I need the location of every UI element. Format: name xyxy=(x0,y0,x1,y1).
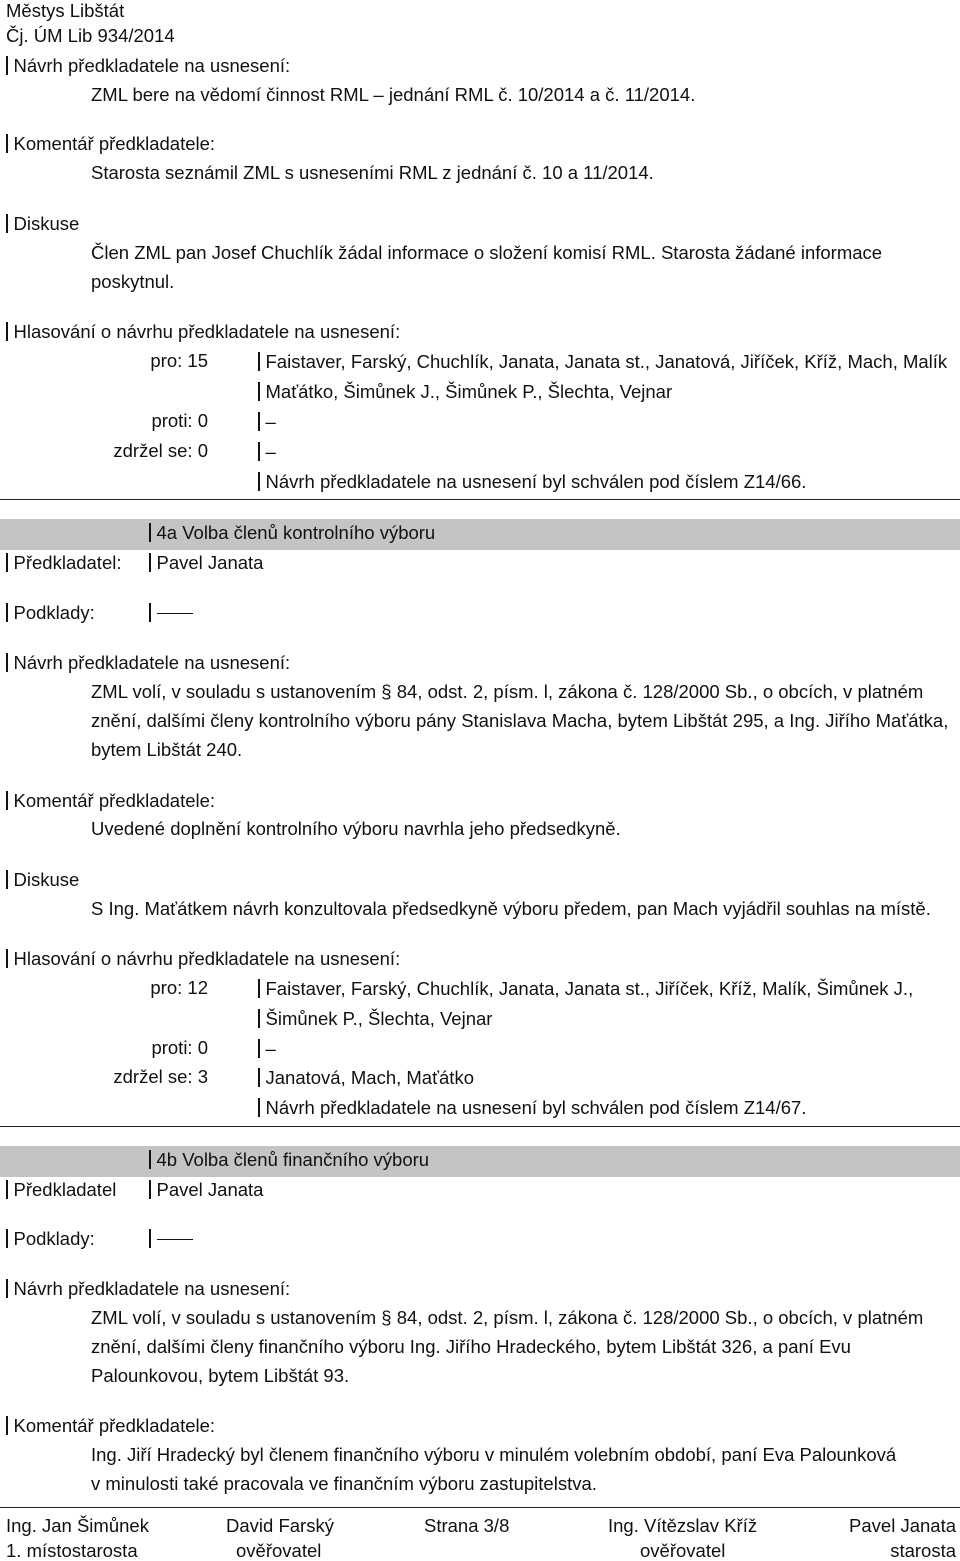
comment-text: Starosta seznámil ZML s usneseními RML z jednání č. 10 a 11/2014. xyxy=(91,162,654,183)
proposal-label: Návrh předkladatele na usnesení: xyxy=(6,56,290,76)
vote-against-value: – xyxy=(258,412,276,432)
comment-label: Komentář předkladatele: xyxy=(6,134,215,154)
municipality-name: Městys Libštát xyxy=(6,0,125,21)
section-divider xyxy=(0,499,960,500)
submitter-label: Předkladatel xyxy=(6,1180,116,1200)
proposal-line: bytem Libštát 240. xyxy=(91,739,243,760)
submitter-name: Pavel Janata xyxy=(149,553,263,573)
signatory-name: David Farský xyxy=(226,1515,334,1536)
vote-for-names: Faistaver, Farský, Chuchlík, Janata, Janata st., Janatová, Jiříček, Kříž, Mach, Malík xyxy=(258,352,947,372)
comment-label: Komentář předkladatele: xyxy=(6,791,215,811)
discussion-text: S Ing. Maťátkem návrh konzultovala předsedkyně výboru předem, pan Mach vyjádřil souhlas na místě. xyxy=(91,898,931,919)
documents-none xyxy=(149,603,193,623)
documents-label: Podklady: xyxy=(6,1229,95,1249)
vote-abstain-value: – xyxy=(258,442,276,462)
signatory-name: Ing. Jan Šimůnek xyxy=(6,1515,149,1536)
comment-text: Uvedené doplnění kontrolního výboru navrhla jeho předsedkyně. xyxy=(91,818,621,839)
comment-line: v minulosti také pracovala ve finančním výboru zastupitelstva. xyxy=(91,1473,597,1494)
vote-for-label: pro: 15 xyxy=(150,350,208,371)
comment-label: Komentář předkladatele: xyxy=(6,1416,215,1436)
vote-against-value: – xyxy=(258,1039,276,1059)
vote-abstain-value: Janatová, Mach, Maťátko xyxy=(258,1068,474,1088)
proposal-text: ZML bere na vědomí činnost RML – jednání RML č. 10/2014 a č. 11/2014. xyxy=(91,84,696,105)
signatory-role: ověřovatel xyxy=(236,1540,322,1561)
vote-label: Hlasování o návrhu předkladatele na usnesení: xyxy=(6,322,400,342)
signatory-role: starosta xyxy=(890,1540,956,1561)
agenda-item-band xyxy=(0,1146,960,1177)
vote-against-label: proti: 0 xyxy=(151,1037,208,1058)
footer-divider xyxy=(0,1507,960,1508)
vote-result: Návrh předkladatele na usnesení byl schválen pod číslem Z14/67. xyxy=(258,1098,806,1118)
submitter-name: Pavel Janata xyxy=(149,1180,263,1200)
agenda-item-title: 4b Volba členů finančního výboru xyxy=(149,1150,429,1170)
vote-result: Návrh předkladatele na usnesení byl schválen pod číslem Z14/66. xyxy=(258,472,806,492)
agenda-item-band xyxy=(0,519,960,550)
submitter-label: Předkladatel: xyxy=(6,553,121,573)
proposal-label: Návrh předkladatele na usnesení: xyxy=(6,653,290,673)
proposal-line: ZML volí, v souladu s ustanovením § 84, odst. 2, písm. l, zákona č. 128/2000 Sb., o obcích, v platném xyxy=(91,681,924,702)
vote-for-names: Faistaver, Farský, Chuchlík, Janata, Janata st., Jiříček, Kříž, Malík, Šimůnek J., xyxy=(258,979,913,999)
discussion-line: poskytnul. xyxy=(91,271,175,292)
comment-line: Ing. Jiří Hradecký byl členem finančního výboru v minulém volebním období, paní Eva Palounková xyxy=(91,1444,897,1465)
vote-abstain-label: zdržel se: 0 xyxy=(113,440,208,461)
proposal-line: ZML volí, v souladu s ustanovením § 84, odst. 2, písm. l, zákona č. 128/2000 Sb., o obcích, v platném xyxy=(91,1307,924,1328)
vote-against-label: proti: 0 xyxy=(151,410,208,431)
vote-for-names: Maťátko, Šimůnek J., Šimůnek P., Šlechta, Vejnar xyxy=(258,382,672,402)
signatory-role: ověřovatel xyxy=(640,1540,726,1561)
proposal-line: znění, dalšími členy finančního výboru Ing. Jiřího Hradeckého, bytem Libštát 326, a paní Evu xyxy=(91,1336,851,1357)
signatory-role: 1. místostarosta xyxy=(6,1540,138,1561)
proposal-line: znění, dalšími členy kontrolního výboru pány Stanislava Macha, bytem Libštát 295, a Ing. Jiřího Maťátka, xyxy=(91,710,949,731)
reference-number: Čj. ÚM Lib 934/2014 xyxy=(6,25,175,46)
documents-none xyxy=(149,1229,193,1249)
agenda-item-title: 4a Volba členů kontrolního výboru xyxy=(149,523,435,543)
documents-label: Podklady: xyxy=(6,603,95,623)
vote-abstain-label: zdržel se: 3 xyxy=(113,1066,208,1087)
proposal-line: Palounkovou, bytem Libštát 93. xyxy=(91,1365,350,1386)
vote-label: Hlasování o návrhu předkladatele na usnesení: xyxy=(6,949,400,969)
vote-for-names: Šimůnek P., Šlechta, Vejnar xyxy=(258,1009,492,1029)
discussion-label: Diskuse xyxy=(6,214,79,234)
proposal-label: Návrh předkladatele na usnesení: xyxy=(6,1279,290,1299)
section-divider xyxy=(0,1126,960,1127)
vote-for-label: pro: 12 xyxy=(150,977,208,998)
signatory-name: Pavel Janata xyxy=(849,1515,956,1536)
discussion-line: Člen ZML pan Josef Chuchlík žádal informace o složení komisí RML. Starosta žádané informace xyxy=(91,242,883,263)
page-number: Strana 3/8 xyxy=(424,1515,510,1536)
signatory-name: Ing. Vítězslav Kříž xyxy=(608,1515,758,1536)
discussion-label: Diskuse xyxy=(6,870,79,890)
